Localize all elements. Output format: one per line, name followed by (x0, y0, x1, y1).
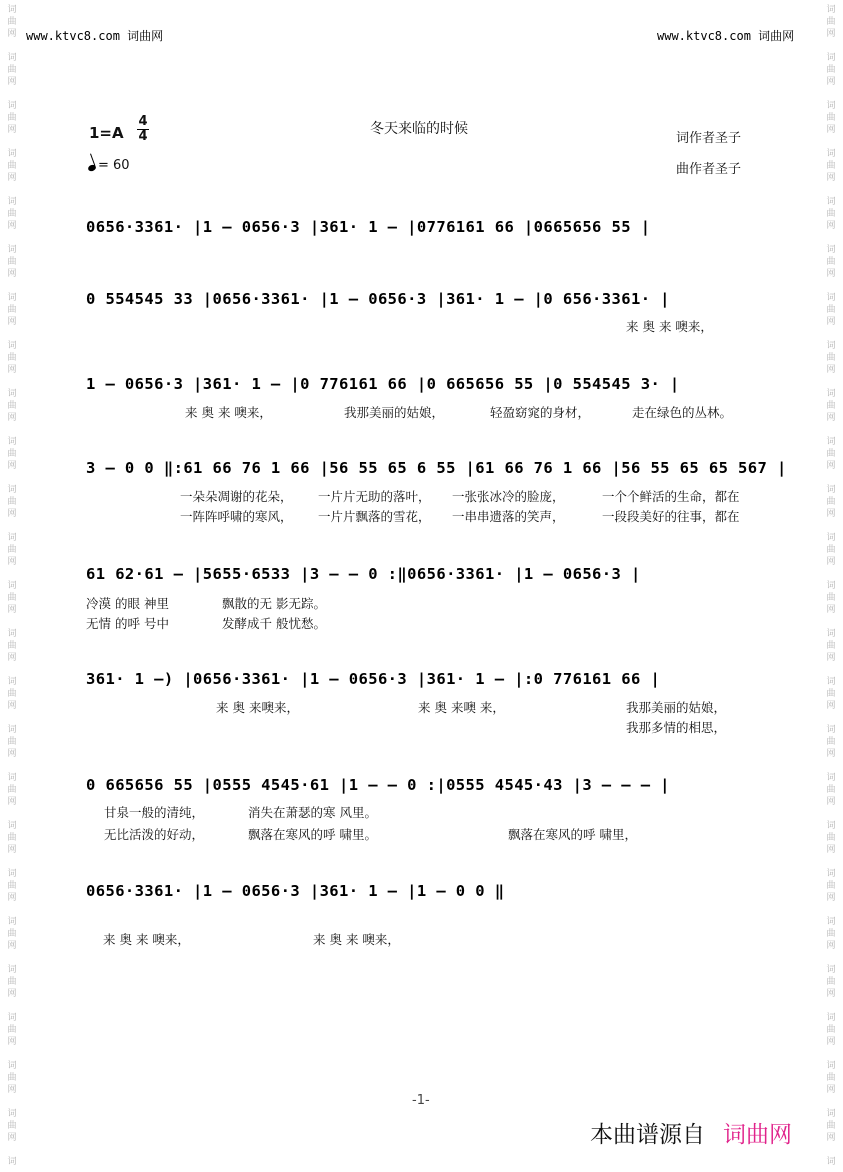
site-header-left[interactable]: www.ktvc8.com 词曲网 (26, 29, 164, 43)
watermark-char: 曲 (7, 17, 17, 27)
source-credit (590, 1116, 792, 1149)
watermark-char: 网 (7, 845, 17, 855)
lyric-text-verse2: 一串串遗落的笑声， (452, 509, 565, 524)
lyric-text: 来 奥 来 噢来， (626, 319, 713, 334)
watermark-char: 词 (7, 965, 17, 975)
watermark-char: 曲 (7, 1121, 17, 1131)
watermark-char: 词 (826, 341, 836, 351)
watermark-char: 曲 (826, 833, 836, 843)
watermark-char: 网 (7, 29, 17, 39)
watermark-char: 词 (7, 1013, 17, 1023)
watermark-char: 词 (7, 725, 17, 735)
watermark-char: 词 (7, 485, 17, 495)
watermark-char: 词 (7, 197, 17, 207)
watermark-char: 曲 (826, 161, 836, 171)
watermark-char: 曲 (826, 209, 836, 219)
watermark-char: 曲 (7, 689, 17, 699)
watermark-char: 词 (7, 1061, 17, 1071)
watermark-char: 网 (826, 269, 836, 279)
watermark-char: 词 (7, 821, 17, 831)
watermark-char: 网 (7, 749, 17, 759)
watermark-char: 词 (7, 917, 17, 927)
watermark-char: 词 (7, 437, 17, 447)
watermark-char: 词 (826, 245, 836, 255)
music-line: 61 62·61 – |5655·6533 |3 – – 0 :‖0656·3361· |1 – 0656·3 | (86, 565, 641, 583)
watermark-char: 词 (826, 917, 836, 927)
watermark-char: 网 (826, 125, 836, 135)
source-brand-link[interactable]: 词曲网 (723, 1122, 792, 1148)
watermark-char: 词 (7, 149, 17, 159)
lyric-text: 一朵朵凋谢的花朵， (180, 489, 293, 504)
lyric-text-verse2: 无情 的呼 号中 (86, 616, 169, 631)
music-line: 361· 1 –) |0656·3361· |1 – 0656·3 |361· 1 – |:0 776161 66 | (86, 670, 661, 688)
watermark-char: 曲 (826, 1025, 836, 1035)
watermark-char: 词 (7, 533, 17, 543)
quarter-note-icon (87, 164, 97, 172)
watermark-char: 词 (7, 341, 17, 351)
watermark-char: 网 (7, 221, 17, 231)
watermark-char: 词 (826, 101, 836, 111)
watermark-char: 网 (7, 77, 17, 87)
watermark-char: 网 (7, 1037, 17, 1047)
lyric-text: 消失在萧瑟的寒 风里。 (248, 805, 377, 820)
watermark-char: 词 (826, 677, 836, 687)
lyric-text: 来 奥 来噢来， (216, 700, 299, 715)
watermark-char: 网 (7, 893, 17, 903)
watermark-char: 词 (7, 629, 17, 639)
watermark-char: 曲 (7, 257, 17, 267)
watermark-char: 词 (7, 677, 17, 687)
watermark-char: 曲 (7, 1025, 17, 1035)
watermark-char: 网 (7, 173, 17, 183)
watermark-char: 曲 (7, 929, 17, 939)
watermark-char: 曲 (826, 65, 836, 75)
watermark-char: 词 (826, 1109, 836, 1119)
watermark-char: 词 (7, 1157, 17, 1167)
watermark-char: 网 (826, 989, 836, 999)
watermark-char: 词 (826, 629, 836, 639)
lyric-text: 一个个鲜活的生命，都在 (602, 489, 740, 504)
lyric-text: 飘散的无 影无踪。 (222, 596, 326, 611)
tempo-value: = 60 (98, 158, 130, 173)
watermark-char: 网 (7, 797, 17, 807)
watermark-char: 网 (7, 125, 17, 135)
watermark-char: 曲 (826, 449, 836, 459)
watermark-char: 曲 (826, 353, 836, 363)
lyricist-credit: 词作者圣子 (676, 131, 742, 146)
music-line: 0 554545 33 |0656·3361· |1 – 0656·3 |361· 1 – |0 656·3361· | (86, 290, 670, 308)
watermark-char: 网 (826, 893, 836, 903)
page-number: -1- (412, 1093, 430, 1108)
time-signature (137, 115, 149, 144)
watermark-char: 网 (826, 1037, 836, 1047)
watermark-char: 词 (7, 581, 17, 591)
lyric-text: 冷漠 的眼 神里 (86, 596, 169, 611)
lyric-text: 我那美丽的姑娘， (626, 700, 727, 715)
watermark-left (4, 0, 20, 1172)
lyric-text: 甘泉一般的清纯， (104, 805, 205, 820)
watermark-char: 网 (826, 317, 836, 327)
watermark-char: 网 (826, 29, 836, 39)
lyric-text: 一张张冰冷的脸庞， (452, 489, 565, 504)
watermark-char: 网 (826, 221, 836, 231)
watermark-char: 曲 (826, 737, 836, 747)
watermark-char: 词 (826, 773, 836, 783)
watermark-char: 网 (7, 461, 17, 471)
composer-credit: 曲作者圣子 (676, 162, 742, 177)
watermark-char: 词 (7, 773, 17, 783)
lyric-text-verse2: 我那多情的相思， (626, 720, 727, 735)
watermark-char: 词 (826, 821, 836, 831)
watermark-char: 网 (7, 989, 17, 999)
watermark-char: 词 (826, 965, 836, 975)
watermark-char: 网 (7, 1085, 17, 1095)
watermark-char: 曲 (7, 545, 17, 555)
watermark-char: 词 (826, 197, 836, 207)
watermark-char: 词 (826, 725, 836, 735)
watermark-char: 词 (826, 389, 836, 399)
watermark-char: 网 (7, 653, 17, 663)
watermark-char: 网 (826, 557, 836, 567)
watermark-char: 曲 (826, 401, 836, 411)
watermark-char: 词 (826, 5, 836, 15)
music-line: 0656·3361· |1 – 0656·3 |361· 1 – |1 – 0 0 ‖ (86, 882, 505, 900)
lyric-text: 我那美丽的姑娘， (344, 405, 445, 420)
watermark-char: 词 (7, 101, 17, 111)
watermark-char: 网 (826, 653, 836, 663)
watermark-char: 曲 (826, 305, 836, 315)
watermark-char: 网 (826, 605, 836, 615)
watermark-char: 曲 (7, 401, 17, 411)
watermark-char: 曲 (7, 353, 17, 363)
watermark-char: 曲 (7, 65, 17, 75)
music-line: 3 – 0 0 ‖:61 66 76 1 66 |56 55 65 6 55 |61 66 76 1 66 |56 55 65 65 567 | (86, 459, 787, 477)
watermark-char: 网 (826, 749, 836, 759)
watermark-char: 曲 (826, 641, 836, 651)
watermark-char: 曲 (826, 785, 836, 795)
watermark-char: 网 (7, 941, 17, 951)
watermark-char: 网 (7, 557, 17, 567)
watermark-char: 词 (826, 293, 836, 303)
lyric-text-verse2: 一片片飘落的雪花， (318, 509, 431, 524)
watermark-char: 曲 (826, 1121, 836, 1131)
watermark-char: 曲 (7, 737, 17, 747)
watermark-char: 曲 (7, 833, 17, 843)
watermark-char: 曲 (826, 113, 836, 123)
watermark-char: 词 (826, 53, 836, 63)
watermark-char: 曲 (7, 209, 17, 219)
watermark-char: 曲 (7, 305, 17, 315)
watermark-char: 曲 (826, 1073, 836, 1083)
watermark-char: 词 (826, 1013, 836, 1023)
watermark-char: 曲 (7, 977, 17, 987)
watermark-char: 曲 (826, 593, 836, 603)
lyric-text: 来 奥 来 噢来， (103, 932, 190, 947)
watermark-char: 曲 (826, 881, 836, 891)
watermark-char: 曲 (826, 545, 836, 555)
watermark-char: 曲 (7, 497, 17, 507)
lyric-text-verse2: 发酵成千 般忧愁。 (222, 616, 326, 631)
watermark-char: 网 (7, 413, 17, 423)
watermark-char: 网 (826, 1085, 836, 1095)
watermark-char: 词 (826, 869, 836, 879)
lyric-text: 来 奥 来 噢来， (313, 932, 400, 947)
watermark-char: 网 (7, 701, 17, 711)
watermark-char: 曲 (7, 449, 17, 459)
watermark-char: 词 (7, 389, 17, 399)
watermark-char: 词 (826, 437, 836, 447)
watermark-char: 词 (7, 293, 17, 303)
watermark-char: 曲 (7, 161, 17, 171)
watermark-char: 曲 (7, 785, 17, 795)
watermark-char: 曲 (826, 17, 836, 27)
watermark-char: 网 (7, 509, 17, 519)
watermark-char: 网 (826, 173, 836, 183)
source-prefix: 本曲谱源自 (590, 1122, 705, 1148)
watermark-char: 曲 (7, 113, 17, 123)
watermark-char: 曲 (826, 689, 836, 699)
lyric-text-verse2: 一段段美好的往事，都在 (602, 509, 740, 524)
watermark-char: 曲 (7, 641, 17, 651)
watermark-char: 网 (826, 1133, 836, 1143)
watermark-char: 网 (7, 269, 17, 279)
watermark-char: 词 (7, 53, 17, 63)
watermark-char: 网 (826, 365, 836, 375)
lyric-text-verse2: 无比活泼的好动， (104, 827, 205, 842)
watermark-char: 曲 (826, 497, 836, 507)
watermark-char: 曲 (7, 881, 17, 891)
watermark-char: 网 (7, 1133, 17, 1143)
lyric-text: 走在绿色的丛林。 (632, 405, 733, 420)
watermark-right (823, 0, 839, 1172)
watermark-char: 网 (826, 701, 836, 711)
watermark-char: 网 (826, 461, 836, 471)
lyric-text: 轻盈窈窕的身材， (490, 405, 591, 420)
song-title: 冬天来临的时候 (370, 121, 468, 137)
tempo-mark (88, 158, 130, 173)
key-signature: 1=A (89, 124, 124, 142)
watermark-char: 曲 (826, 257, 836, 267)
time-signature-bottom: 4 (138, 129, 148, 144)
watermark-char: 网 (826, 413, 836, 423)
watermark-char: 网 (7, 365, 17, 375)
watermark-char: 曲 (826, 977, 836, 987)
music-line: 0 665656 55 |0555 4545·61 |1 – – 0 :|0555 4545·43 |3 – – – | (86, 776, 670, 794)
watermark-char: 词 (7, 869, 17, 879)
lyric-text-verse2: 飘落在寒风的呼 啸里， (508, 827, 637, 842)
watermark-char: 曲 (826, 929, 836, 939)
watermark-char: 词 (7, 245, 17, 255)
site-header-right[interactable]: www.ktvc8.com 词曲网 (657, 29, 795, 43)
watermark-char: 曲 (7, 1073, 17, 1083)
lyric-text: 来 奥 来噢 来， (418, 700, 505, 715)
lyric-text: 一片片无助的落叶， (318, 489, 431, 504)
watermark-char: 网 (7, 605, 17, 615)
lyric-text-verse2: 一阵阵呼啸的寒风， (180, 509, 293, 524)
watermark-char: 词 (826, 149, 836, 159)
watermark-char: 网 (826, 797, 836, 807)
watermark-char: 网 (826, 509, 836, 519)
lyric-text: 来 奥 来 噢来， (185, 405, 272, 420)
watermark-char: 词 (7, 5, 17, 15)
watermark-char: 词 (826, 485, 836, 495)
watermark-char: 词 (826, 533, 836, 543)
watermark-char: 词 (826, 1157, 836, 1167)
watermark-char: 网 (826, 77, 836, 87)
watermark-char: 网 (826, 845, 836, 855)
music-line: 1 – 0656·3 |361· 1 – |0 776161 66 |0 665656 55 |0 554545 3· | (86, 375, 680, 393)
watermark-char: 词 (826, 581, 836, 591)
music-line: 0656·3361· |1 – 0656·3 |361· 1 – |0776161 66 |0665656 55 | (86, 218, 651, 236)
time-signature-top: 4 (138, 114, 148, 129)
watermark-char: 网 (7, 317, 17, 327)
lyric-text-verse2: 飘落在寒风的呼 啸里。 (248, 827, 377, 842)
watermark-char: 网 (826, 941, 836, 951)
watermark-char: 曲 (7, 593, 17, 603)
watermark-char: 词 (7, 1109, 17, 1119)
watermark-char: 词 (826, 1061, 836, 1071)
